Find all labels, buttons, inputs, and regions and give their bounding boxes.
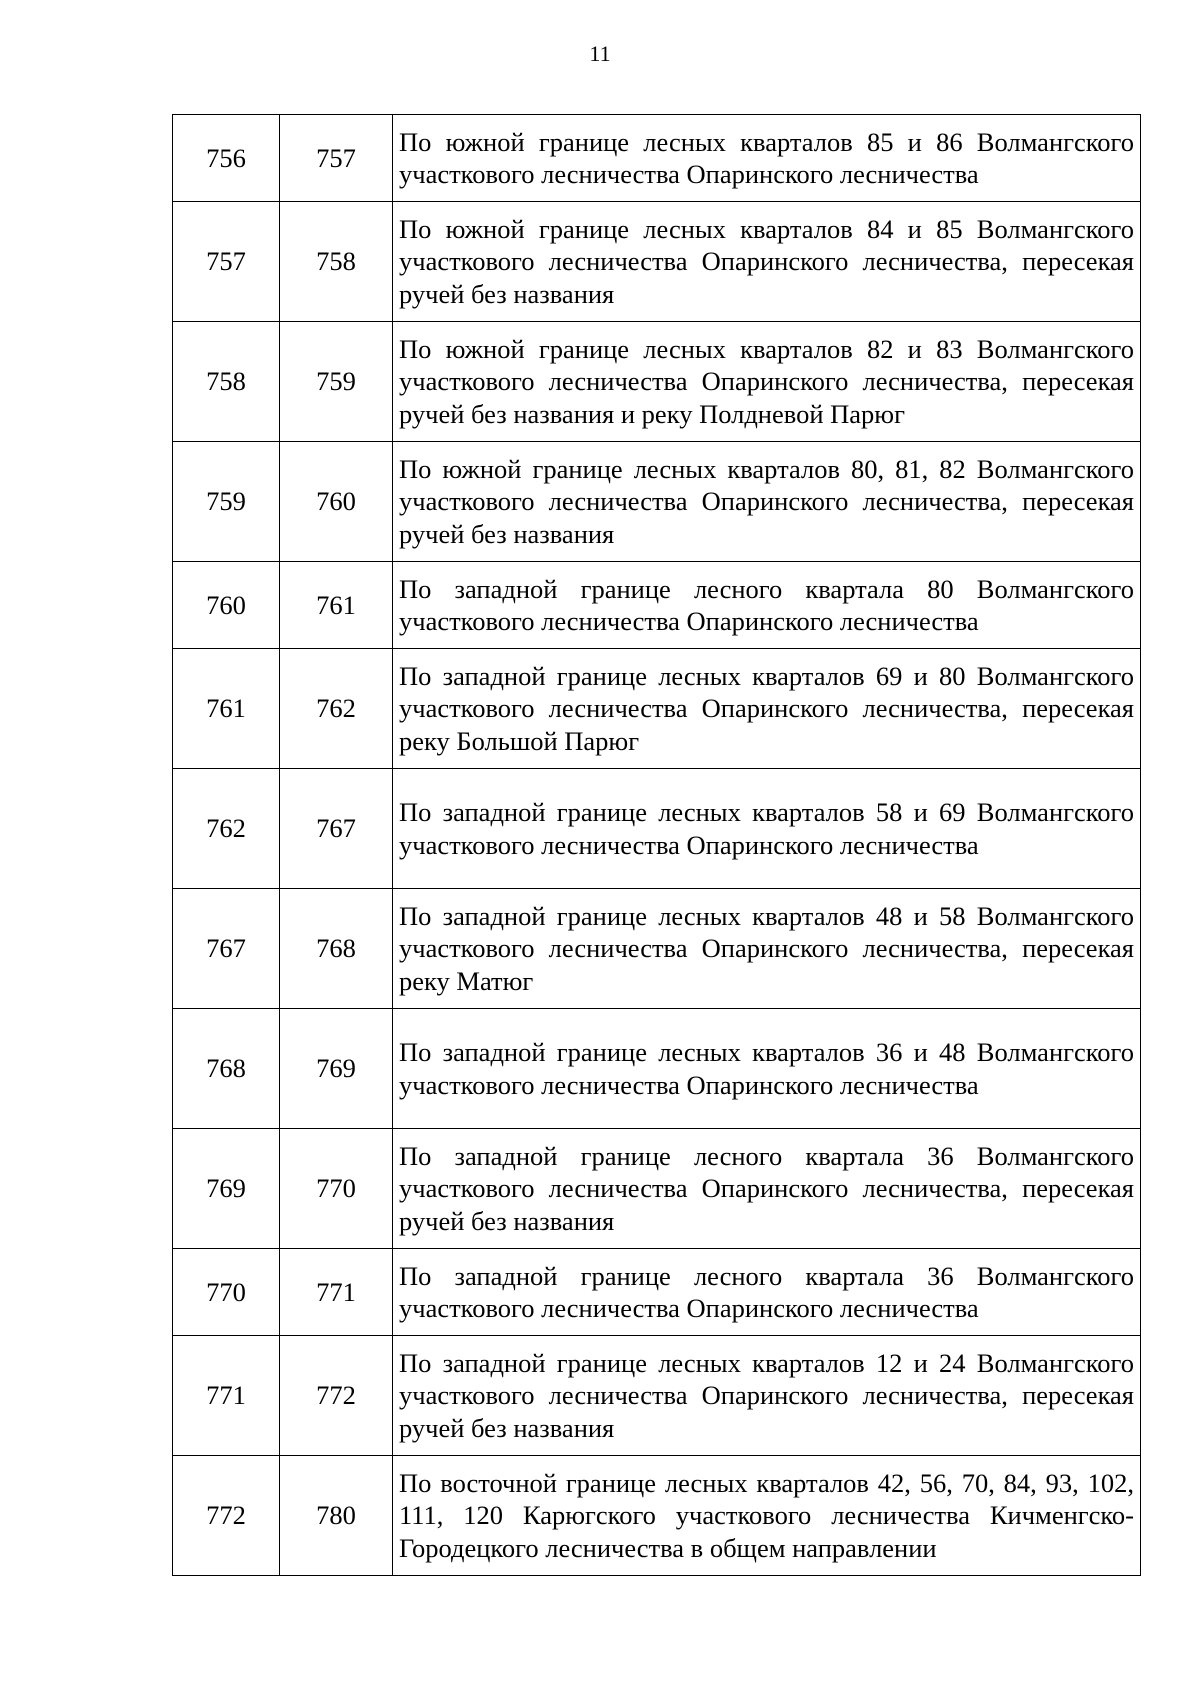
point-from-cell: 757 <box>173 202 280 322</box>
point-from-cell: 768 <box>173 1009 280 1129</box>
point-to-cell: 769 <box>280 1009 393 1129</box>
boundary-table <box>172 114 1141 1576</box>
table-body <box>173 115 1141 1576</box>
point-to-cell: 760 <box>280 442 393 562</box>
boundary-description-cell: По южной границе лесных кварталов 82 и 83 Волмангского участкового лесничества Опаринского лесничества, пересекая ручей без названия и реку Полдневой Парюг <box>393 322 1141 442</box>
point-to-cell: 758 <box>280 202 393 322</box>
point-from-cell: 761 <box>173 649 280 769</box>
point-to-cell: 772 <box>280 1336 393 1456</box>
point-from-cell: 762 <box>173 769 280 889</box>
boundary-description-cell: По восточной границе лесных кварталов 42, 56, 70, 84, 93, 102, 111, 120 Карюгского участкового лесничества Кичменгско-Городецкого лесничества в общем направлении <box>393 1456 1141 1576</box>
table-row <box>173 202 1141 322</box>
boundary-description-cell: По западной границе лесных кварталов 36 и 48 Волмангского участкового лесничества Опаринского лесничества <box>393 1009 1141 1129</box>
point-from-cell: 769 <box>173 1129 280 1249</box>
point-to-cell: 768 <box>280 889 393 1009</box>
point-to-cell: 759 <box>280 322 393 442</box>
boundary-description-cell: По южной границе лесных кварталов 85 и 86 Волмангского участкового лесничества Опаринского лесничества <box>393 115 1141 202</box>
table-row <box>173 1249 1141 1336</box>
point-to-cell: 761 <box>280 562 393 649</box>
boundary-description-cell: По южной границе лесных кварталов 80, 81, 82 Волмангского участкового лесничества Опаринского лесничества, пересекая ручей без названия <box>393 442 1141 562</box>
point-from-cell: 759 <box>173 442 280 562</box>
table-row <box>173 322 1141 442</box>
boundary-description-cell: По западной границе лесных кварталов 58 и 69 Волмангского участкового лесничества Опаринского лесничества <box>393 769 1141 889</box>
table-row <box>173 442 1141 562</box>
point-from-cell: 771 <box>173 1336 280 1456</box>
page-number: 11 <box>589 41 611 66</box>
table-row <box>173 1456 1141 1576</box>
boundary-description-cell: По западной границе лесных кварталов 12 и 24 Волмангского участкового лесничества Опаринского лесничества, пересекая ручей без названия <box>393 1336 1141 1456</box>
table-row <box>173 649 1141 769</box>
table-row <box>173 1009 1141 1129</box>
point-to-cell: 770 <box>280 1129 393 1249</box>
point-from-cell: 770 <box>173 1249 280 1336</box>
boundary-description-cell: По западной границе лесного квартала 36 Волмангского участкового лесничества Опаринского лесничества, пересекая ручей без названия <box>393 1129 1141 1249</box>
point-to-cell: 757 <box>280 115 393 202</box>
table-row <box>173 1129 1141 1249</box>
boundary-description-cell: По западной границе лесных кварталов 48 и 58 Волмангского участкового лесничества Опаринского лесничества, пересекая реку Матюг <box>393 889 1141 1009</box>
table-row <box>173 562 1141 649</box>
boundary-description-cell: По западной границе лесного квартала 36 Волмангского участкового лесничества Опаринского лесничества <box>393 1249 1141 1336</box>
point-from-cell: 756 <box>173 115 280 202</box>
point-from-cell: 760 <box>173 562 280 649</box>
point-from-cell: 767 <box>173 889 280 1009</box>
boundary-description-cell: По южной границе лесных кварталов 84 и 85 Волмангского участкового лесничества Опаринского лесничества, пересекая ручей без названия <box>393 202 1141 322</box>
point-to-cell: 767 <box>280 769 393 889</box>
table-row <box>173 769 1141 889</box>
point-to-cell: 771 <box>280 1249 393 1336</box>
point-from-cell: 758 <box>173 322 280 442</box>
point-to-cell: 762 <box>280 649 393 769</box>
table-row <box>173 889 1141 1009</box>
point-from-cell: 772 <box>173 1456 280 1576</box>
table-row <box>173 115 1141 202</box>
boundary-description-cell: По западной границе лесных кварталов 69 и 80 Волмангского участкового лесничества Опаринского лесничества, пересекая реку Большой Парюг <box>393 649 1141 769</box>
table-row <box>173 1336 1141 1456</box>
point-to-cell: 780 <box>280 1456 393 1576</box>
boundary-description-cell: По западной границе лесного квартала 80 Волмангского участкового лесничества Опаринского лесничества <box>393 562 1141 649</box>
